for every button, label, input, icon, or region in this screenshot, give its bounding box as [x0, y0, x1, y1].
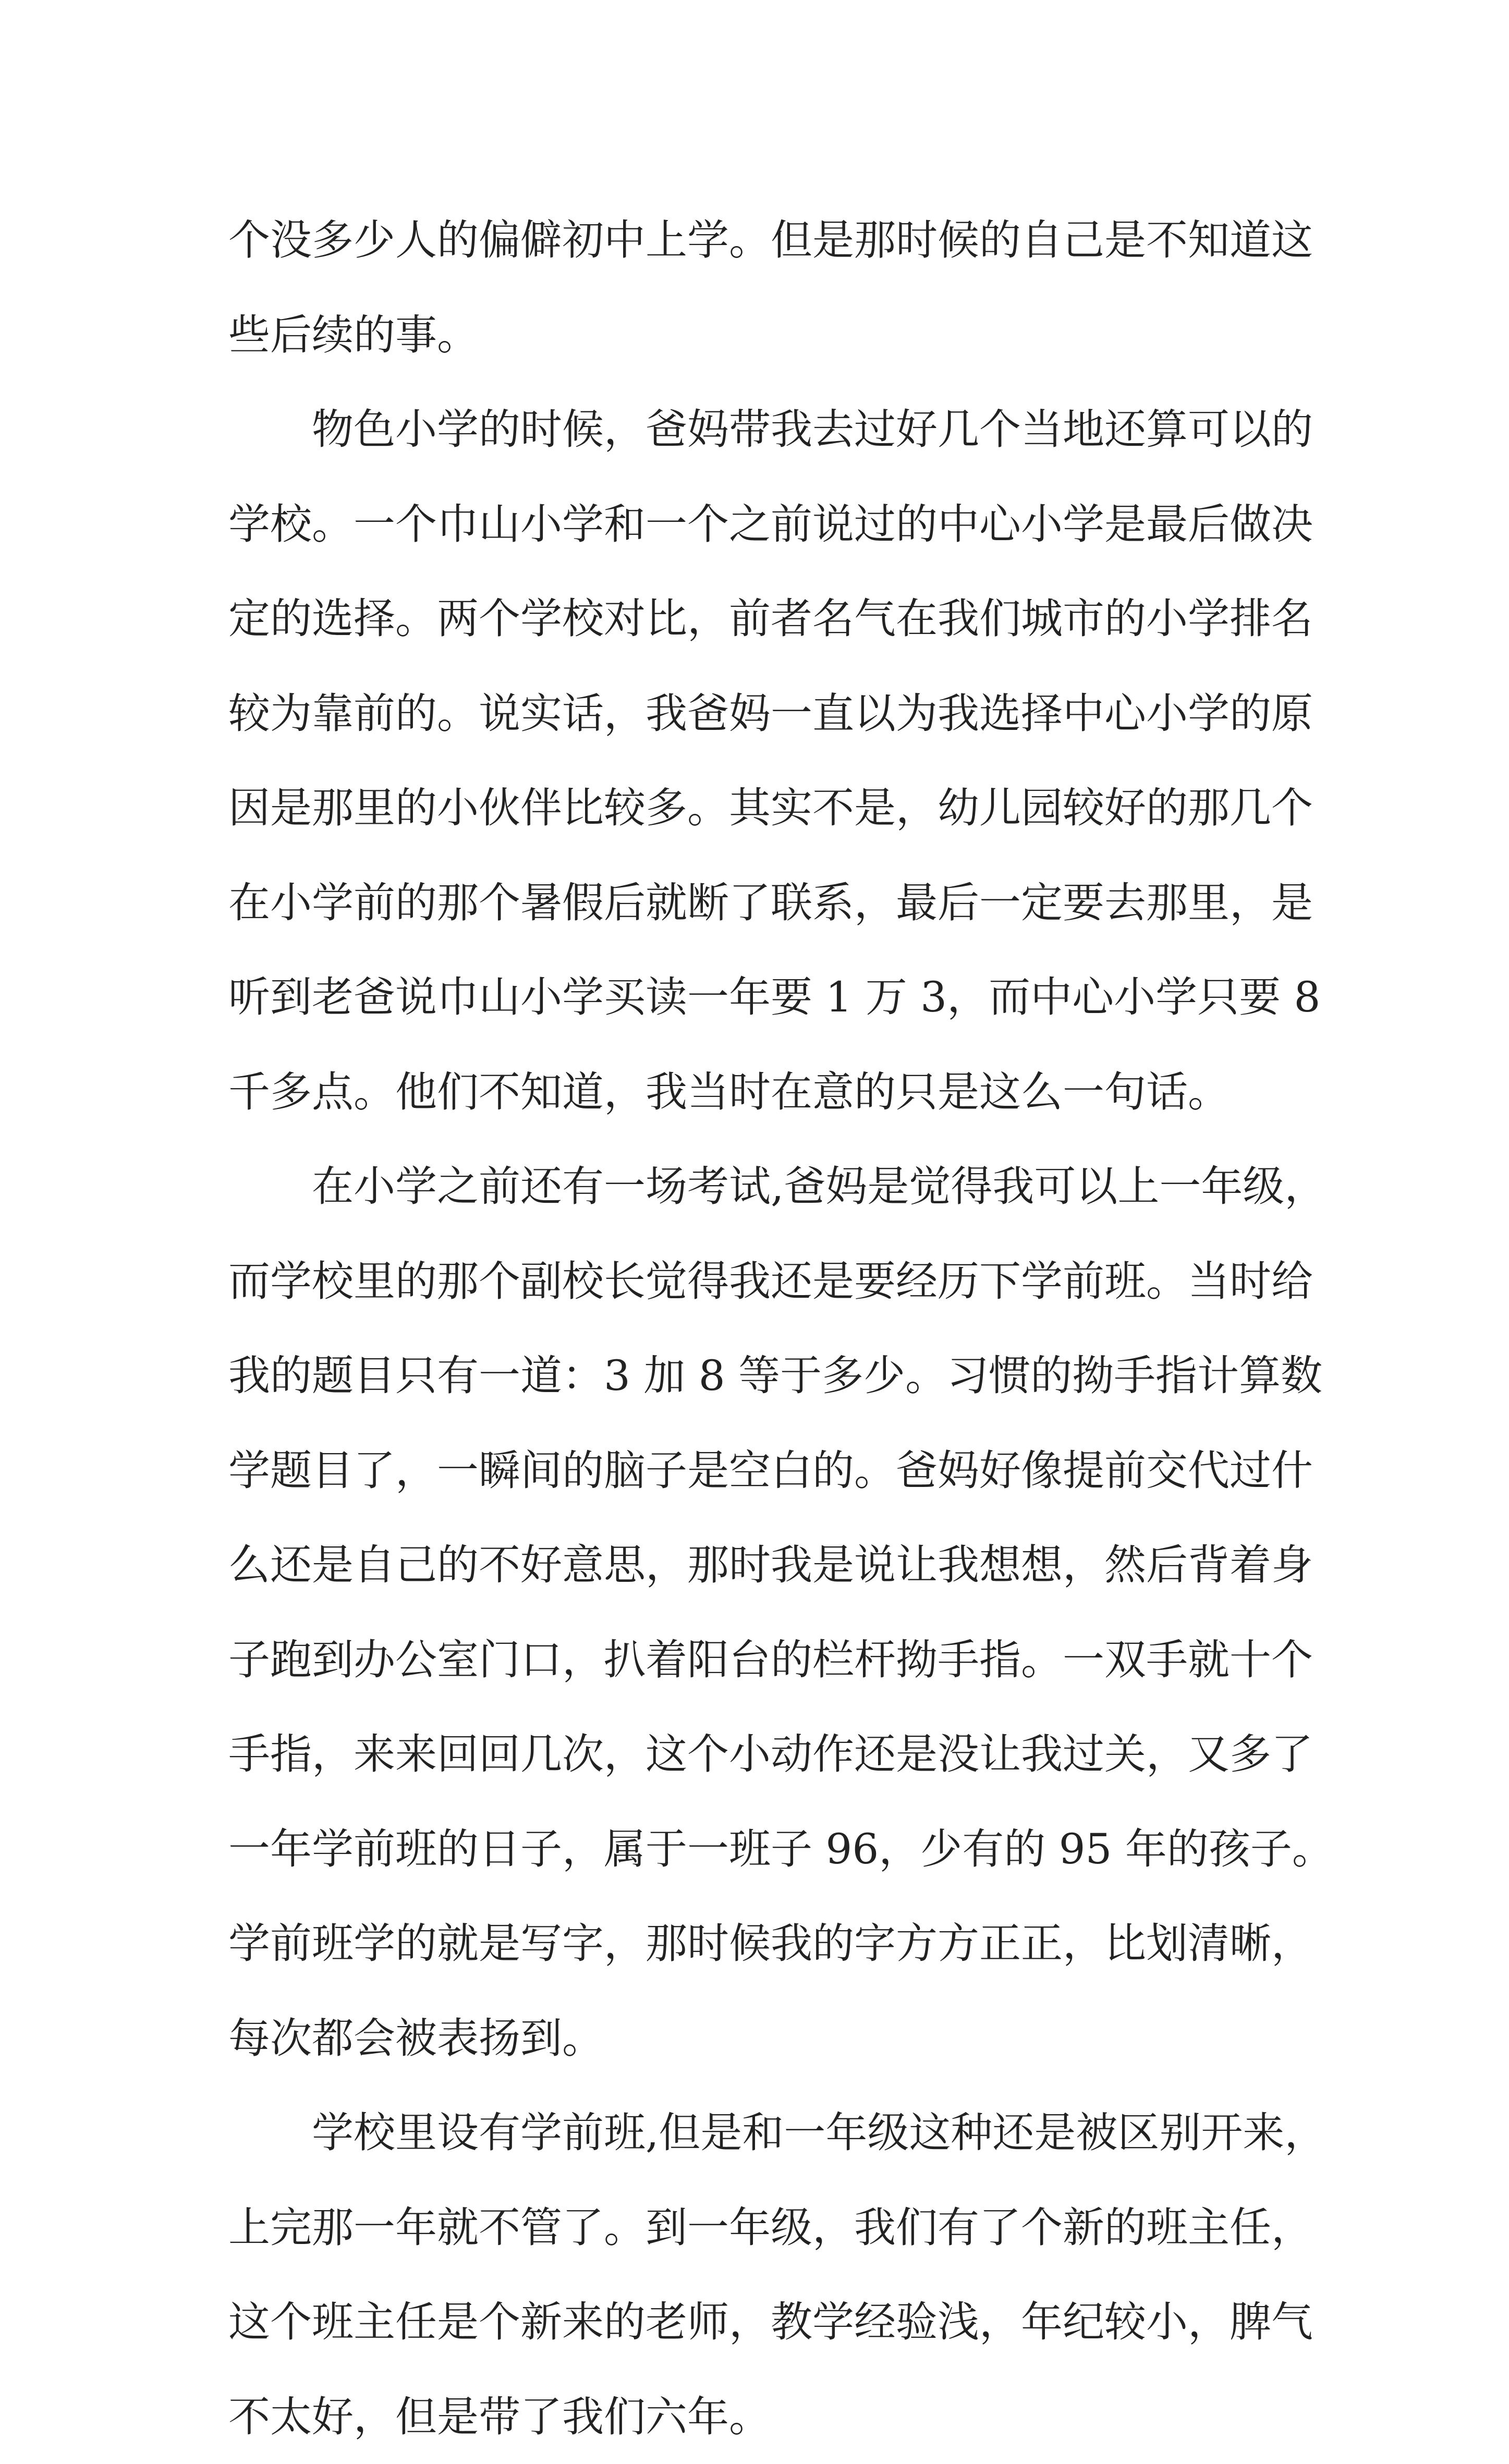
text-line: 在小学之前还有一场考试,爸妈是觉得我可以上一年级，: [228, 1139, 1292, 1234]
text-line: 听到老爸说巾山小学买读一年要 1 万 3，而中心小学只要 8: [228, 950, 1292, 1045]
text-line: 每次都会被表扬到。: [228, 1991, 1292, 2086]
text-line: 不太好，但是带了我们六年。: [228, 2370, 1292, 2464]
text-line: 千多点。他们不知道，我当时在意的只是这么一句话。: [228, 1045, 1292, 1140]
text-line: 学校里设有学前班,但是和一年级这种还是被区别开来，: [228, 2085, 1292, 2180]
text-line: 学校。一个巾山小学和一个之前说过的中心小学是最后做决: [228, 477, 1292, 572]
text-line: 一年学前班的日子，属于一班子 96，少有的 95 年的孩子。: [228, 1802, 1292, 1897]
text-line: 我的题目只有一道：3 加 8 等于多少。习惯的拗手指计算数: [228, 1328, 1292, 1423]
text-line: 些后续的事。: [228, 288, 1292, 383]
text-line: 而学校里的那个副校长觉得我还是要经历下学前班。当时给: [228, 1234, 1292, 1329]
text-line: 子跑到办公室门口，扒着阳台的栏杆拗手指。一双手就十个: [228, 1613, 1292, 1707]
document-body: [228, 193, 1292, 2464]
text-line: 在小学前的那个暑假后就断了联系，最后一定要去那里，是: [228, 856, 1292, 950]
text-line: 手指，来来回回几次，这个小动作还是没让我过关，又多了: [228, 1707, 1292, 1802]
text-line: 学题目了，一瞬间的脑子是空白的。爸妈好像提前交代过什: [228, 1423, 1292, 1518]
text-line: 么还是自己的不好意思，那时我是说让我想想，然后背着身: [228, 1518, 1292, 1613]
text-line: 物色小学的时候，爸妈带我去过好几个当地还算可以的: [228, 382, 1292, 477]
text-line: 因是那里的小伙伴比较多。其实不是，幼儿园较好的那几个: [228, 761, 1292, 856]
text-line: 这个班主任是个新来的老师，教学经验浅，年纪较小，脾气: [228, 2275, 1292, 2370]
text-line: 较为靠前的。说实话，我爸妈一直以为我选择中心小学的原: [228, 666, 1292, 761]
text-line: 个没多少人的偏僻初中上学。但是那时候的自己是不知道这: [228, 193, 1292, 288]
text-line: 学前班学的就是写字，那时候我的字方方正正，比划清晰，: [228, 1896, 1292, 1991]
text-line: 上完那一年就不管了。到一年级，我们有了个新的班主任，: [228, 2180, 1292, 2275]
text-line: 定的选择。两个学校对比，前者名气在我们城市的小学排名: [228, 571, 1292, 666]
